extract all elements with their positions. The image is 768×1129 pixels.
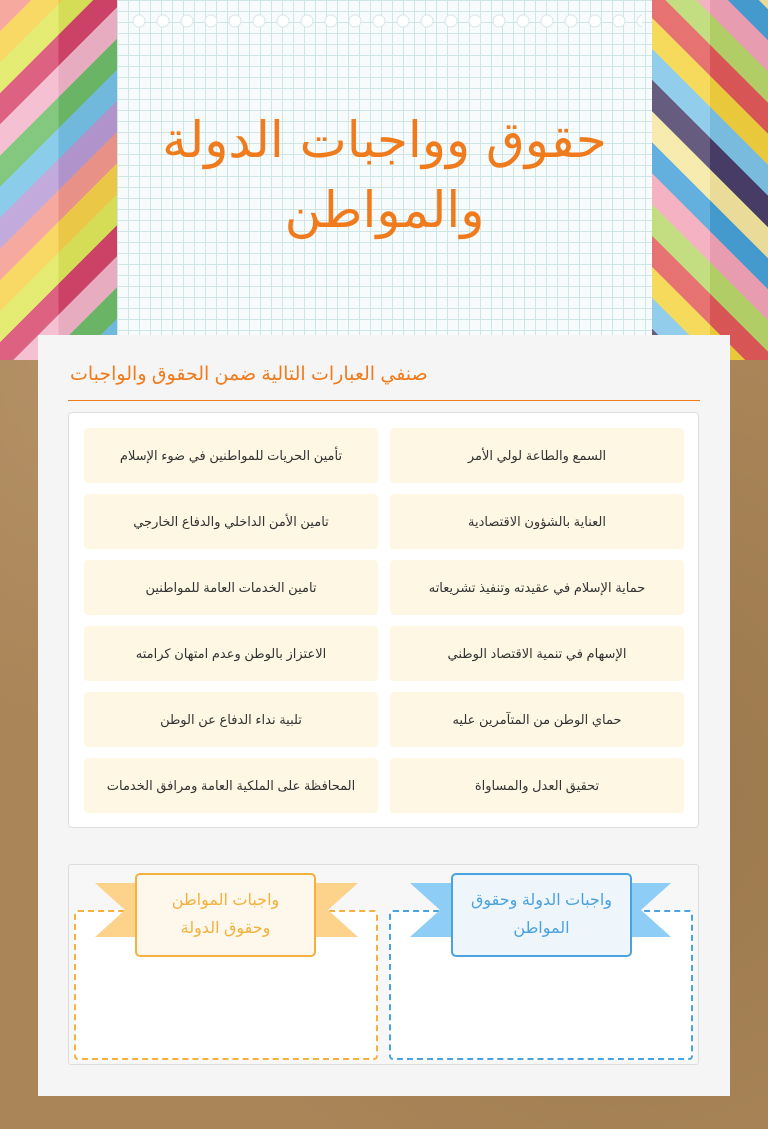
decorative-stripes-left [0,0,117,360]
paper-holes [127,14,642,28]
draggable-statement[interactable]: الاعتزاز بالوطن وعدم امتهان كرامته [84,626,378,681]
draggable-statement[interactable]: حماية الإسلام في عقيدته وتنفيذ تشريعاته [390,560,684,615]
draggable-statement[interactable]: الإسهام في تنمية الاقتصاد الوطني [390,626,684,681]
instruction-text: صنفي العبارات التالية ضمن الحقوق والواجبات [70,364,428,385]
category-label-citizen-duties: واجبات المواطن وحقوق الدولة [135,873,316,957]
draggable-statement[interactable]: تحقيق العدل والمساواة [390,758,684,813]
draggable-statement[interactable]: تامين الأمن الداخلي والدفاع الخارجي [84,494,378,549]
draggable-statement[interactable]: تامين الخدمات العامة للمواطنين [84,560,378,615]
items-pool [68,412,699,828]
draggable-statement[interactable]: المحافظة على الملكية العامة ومرافق الخدمات [84,758,378,813]
draggable-statement[interactable]: تأمين الحريات للمواطنين في ضوء الإسلام [84,428,378,483]
draggable-statement[interactable]: العناية بالشؤون الاقتصادية [390,494,684,549]
category-label-state-duties: واجبات الدولة وحقوق المواطن [451,873,632,957]
decorative-stripes-right [652,0,768,360]
title-line-1: حقوق وواجبات الدولة [162,111,607,169]
instruction [68,361,700,401]
title-line-2: والمواطن [284,181,485,239]
header-paper [117,0,652,360]
draggable-statement[interactable]: تلبية نداء الدفاع عن الوطن [84,692,378,747]
draggable-statement[interactable]: السمع والطاعة لولي الأمر [390,428,684,483]
draggable-statement[interactable]: حماي الوطن من المتآمرين عليه [390,692,684,747]
worksheet-card [38,335,730,1096]
page-title [117,105,652,245]
drop-area [68,864,699,1065]
